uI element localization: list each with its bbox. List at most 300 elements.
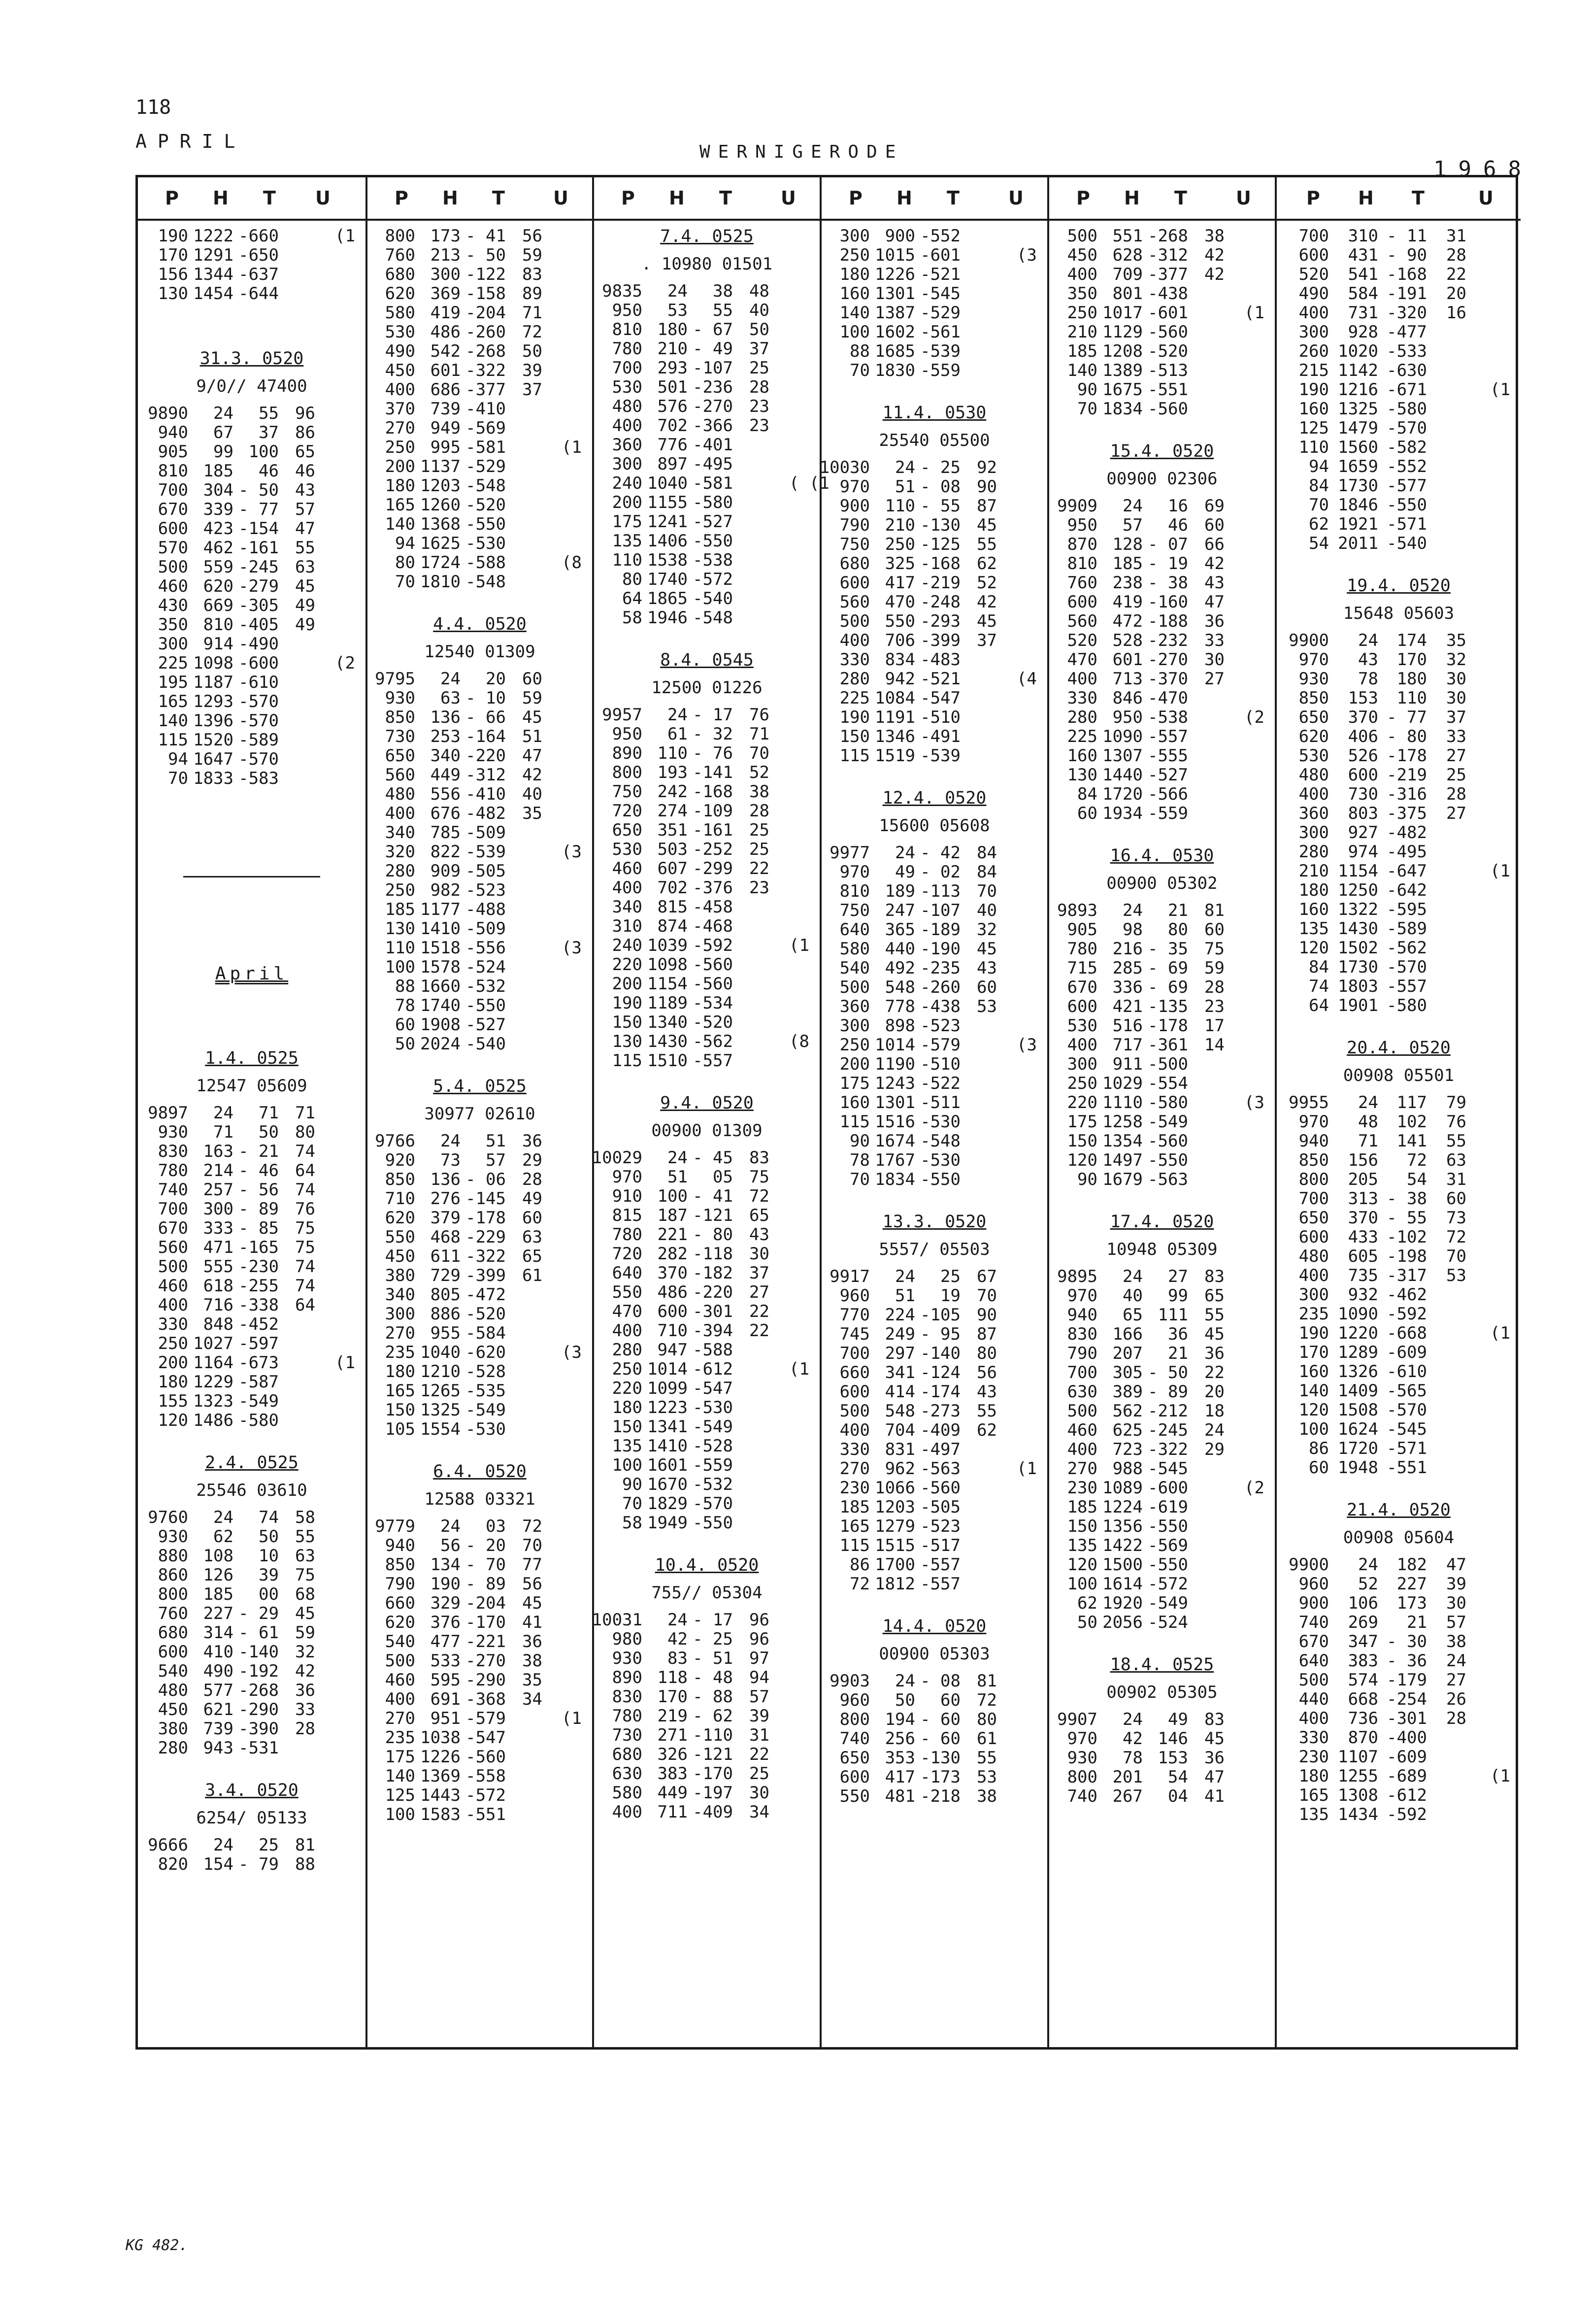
temperature-cell: 55	[713, 301, 733, 320]
column-header-label: H	[896, 187, 912, 209]
pressure-cell: 240	[612, 936, 642, 955]
temperature-cell: -560	[465, 1747, 506, 1767]
humidity-cell: 39	[1446, 1574, 1466, 1594]
height-cell: 1430	[1338, 919, 1378, 939]
table-row	[1277, 1209, 1521, 1228]
table-row	[1277, 1728, 1521, 1748]
height-cell: 950	[1112, 707, 1143, 727]
height-cell: 242	[657, 782, 688, 802]
table-row	[594, 512, 820, 532]
temperature-cell: -470	[1148, 688, 1188, 708]
temperature-cell: -583	[238, 769, 279, 788]
temperature-cell: -218	[920, 1786, 961, 1806]
height-cell: 822	[430, 842, 461, 862]
table-row	[367, 1228, 592, 1247]
pressure-cell: 440	[1298, 1689, 1329, 1709]
temperature-cell: -219	[920, 573, 961, 593]
temperature-cell: -255	[238, 1276, 279, 1296]
height-cell: 1675	[1102, 380, 1143, 400]
height-cell: 584	[1348, 284, 1378, 303]
temperature-cell: 55	[259, 404, 279, 423]
height-cell: 1679	[1102, 1170, 1143, 1189]
height-cell: 339	[203, 500, 233, 519]
pressure-cell: 9897	[148, 1103, 188, 1123]
height-cell: 621	[203, 1700, 233, 1719]
temperature-cell: -232	[1148, 631, 1188, 650]
height-cell: 1510	[647, 1051, 688, 1071]
temperature-cell: -401	[693, 435, 733, 455]
sounding-date-text: 3.4. 0520	[205, 1781, 299, 1800]
temperature-cell: -160	[1148, 592, 1188, 612]
height-cell: 249	[885, 1324, 915, 1344]
table-row	[1049, 1402, 1275, 1421]
height-cell: 1038	[420, 1728, 461, 1748]
height-cell: 874	[657, 916, 688, 936]
table-row	[822, 1132, 1047, 1151]
humidity-cell: 32	[977, 920, 997, 940]
height-cell: 1229	[193, 1372, 233, 1392]
temperature-cell: -549	[238, 1391, 279, 1411]
height-cell: 1301	[875, 284, 915, 303]
pressure-cell: 360	[612, 435, 642, 455]
height-cell: 1322	[1338, 900, 1378, 919]
temperature-cell: -601	[1148, 303, 1188, 323]
pressure-cell: 360	[1298, 804, 1329, 823]
height-cell: 1260	[420, 495, 461, 515]
pressure-cell: 800	[158, 1584, 188, 1604]
table-row	[1049, 1055, 1275, 1074]
table-row	[594, 1630, 820, 1649]
footnote-marker: ( (1	[789, 473, 830, 493]
height-cell: 276	[430, 1189, 461, 1209]
table-row	[822, 1267, 1047, 1286]
height-cell: 410	[203, 1642, 233, 1662]
sounding-date-text: 15.4. 0520	[1110, 441, 1214, 461]
pressure-cell: 700	[158, 1199, 188, 1219]
humidity-cell: 42	[295, 1661, 315, 1681]
height-cell: 440	[885, 939, 915, 959]
pressure-cell: 135	[612, 531, 642, 551]
table-row	[822, 1363, 1047, 1382]
height-cell: 1500	[1102, 1555, 1143, 1575]
table-row	[367, 1266, 592, 1285]
temperature-cell: -377	[1148, 265, 1188, 284]
height-cell: 353	[885, 1748, 915, 1768]
table-row	[594, 1302, 820, 1321]
footnote-marker: (2	[1244, 707, 1264, 727]
height-cell: 1538	[647, 550, 688, 570]
height-cell: 1948	[1338, 1458, 1378, 1478]
temperature-cell: - 10	[465, 688, 506, 708]
temperature-cell: -550	[920, 1170, 961, 1189]
temperature-cell: 141	[1396, 1131, 1427, 1151]
pressure-cell: 150	[1067, 1131, 1097, 1151]
pressure-cell: 400	[1067, 1440, 1097, 1459]
height-cell: 1934	[1102, 804, 1143, 823]
temperature-cell: -563	[1148, 1170, 1188, 1189]
table-row	[594, 1437, 820, 1456]
table-row	[367, 361, 592, 380]
table-row	[138, 1392, 365, 1411]
humidity-cell: 20	[1204, 1382, 1225, 1402]
temperature-cell: 00	[259, 1584, 279, 1604]
sounding-date-text: 1.4. 0525	[205, 1048, 299, 1068]
humidity-cell: 75	[749, 1167, 769, 1187]
table-row	[594, 1668, 820, 1687]
surface-code-row: 10948 05309	[1106, 1240, 1218, 1259]
table-row	[594, 1456, 820, 1475]
temperature-cell: -539	[920, 746, 961, 766]
temperature-cell: -569	[1148, 1536, 1188, 1555]
pressure-cell: 700	[158, 480, 188, 500]
table-row	[367, 1247, 592, 1266]
height-cell: 1154	[1338, 861, 1378, 881]
height-cell: 927	[1348, 823, 1378, 842]
humidity-cell: 68	[295, 1584, 315, 1604]
table-row	[1277, 476, 1521, 496]
table-row	[1049, 1555, 1275, 1575]
height-cell: 1519	[875, 746, 915, 766]
table-row	[138, 265, 365, 284]
temperature-cell: -554	[1148, 1074, 1188, 1093]
table-row	[822, 593, 1047, 612]
temperature-cell: -560	[693, 955, 733, 975]
pressure-cell: 330	[1067, 688, 1097, 708]
footnote-marker: (3	[562, 842, 582, 862]
column-header-label: H	[213, 187, 229, 209]
table-row	[367, 400, 592, 419]
footnote-marker: (1	[1490, 380, 1510, 400]
temperature-cell: -405	[238, 615, 279, 635]
pressure-cell: 240	[612, 473, 642, 493]
height-cell: 216	[1112, 939, 1143, 959]
table-row	[594, 1494, 820, 1514]
temperature-cell: - 89	[465, 1574, 506, 1594]
pressure-cell: 740	[1298, 1613, 1329, 1632]
height-cell: 1516	[875, 1112, 915, 1132]
height-cell: 24	[895, 1671, 915, 1691]
height-cell: 533	[430, 1651, 461, 1671]
height-cell: 250	[885, 535, 915, 554]
pressure-cell: 400	[1298, 1709, 1329, 1728]
pressure-cell: 400	[385, 804, 415, 823]
pressure-cell: 80	[395, 553, 415, 573]
table-row	[594, 551, 820, 570]
height-cell: 1812	[875, 1574, 915, 1594]
table-row	[1049, 997, 1275, 1016]
surface-code-row: 00902 05305	[1106, 1683, 1218, 1702]
height-cell: 676	[430, 804, 461, 823]
table-row	[1277, 1381, 1521, 1401]
height-cell: 383	[1348, 1651, 1378, 1671]
pressure-cell: 480	[1298, 765, 1329, 785]
sounding-date-heading	[1049, 1655, 1275, 1683]
humidity-cell: 55	[977, 535, 997, 554]
temperature-cell: 54	[1407, 1170, 1427, 1189]
pressure-cell: 650	[1298, 1208, 1329, 1228]
temperature-cell: -548	[920, 1131, 961, 1151]
surface-code-row: 12540 01309	[424, 642, 535, 662]
humidity-cell: 75	[295, 1565, 315, 1585]
pressure-cell: 270	[385, 418, 415, 438]
pressure-cell: 115	[158, 730, 188, 750]
pressure-cell: 135	[1298, 919, 1329, 939]
temperature-cell: -204	[465, 303, 506, 323]
pressure-cell: 530	[612, 840, 642, 859]
temperature-cell: -579	[920, 1035, 961, 1055]
table-row	[822, 1440, 1047, 1459]
humidity-cell: 28	[522, 1170, 542, 1189]
pressure-cell: 300	[158, 634, 188, 654]
height-cell: 1325	[420, 1400, 461, 1420]
temperature-cell: -570	[1387, 418, 1427, 438]
footnote-marker: (1	[1490, 861, 1510, 881]
table-row	[1049, 265, 1275, 284]
pressure-cell: 90	[850, 1131, 870, 1151]
pressure-cell: 120	[158, 1411, 188, 1430]
humidity-cell: 69	[1204, 496, 1225, 516]
pressure-cell: 175	[1067, 1112, 1097, 1132]
height-cell: 78	[1123, 1748, 1143, 1768]
pressure-cell: 650	[839, 1748, 870, 1768]
table-row	[594, 763, 820, 782]
surface-code-row: 9/0// 47400	[196, 376, 307, 396]
temperature-cell: -410	[465, 784, 506, 804]
table-row	[1277, 1690, 1521, 1709]
table-row	[1277, 804, 1521, 823]
footnote-marker: (1	[789, 936, 809, 955]
height-cell: 67	[213, 423, 233, 442]
sounding-date-text: 4.4. 0520	[433, 614, 527, 634]
pressure-cell: 830	[158, 1142, 188, 1161]
pressure-cell: 580	[612, 1783, 642, 1803]
humidity-cell: 42	[1204, 245, 1225, 265]
table-row	[138, 442, 365, 462]
pressure-cell: 78	[850, 1150, 870, 1170]
temperature-cell: 54	[1168, 1767, 1188, 1787]
humidity-cell: 87	[977, 1324, 997, 1344]
temperature-cell: -671	[1387, 380, 1427, 400]
pressure-cell: 770	[839, 1305, 870, 1325]
column-header-label: T	[263, 187, 276, 209]
temperature-cell: -550	[1387, 495, 1427, 515]
temperature-cell: - 62	[693, 1706, 733, 1726]
humidity-cell: 22	[749, 1302, 769, 1321]
height-cell: 1829	[647, 1494, 688, 1514]
table-row	[822, 1421, 1047, 1440]
temperature-cell: -527	[465, 1015, 506, 1035]
table-row	[138, 1623, 365, 1643]
pressure-cell: 60	[1077, 804, 1097, 823]
pressure-cell: 156	[158, 265, 188, 284]
footnote-marker: (3	[1244, 1093, 1264, 1112]
pressure-cell: 10029	[592, 1148, 642, 1168]
table-row	[822, 1074, 1047, 1093]
humidity-cell: 36	[1204, 1344, 1225, 1363]
table-row	[594, 782, 820, 802]
temperature-cell: - 17	[693, 705, 733, 725]
temperature-cell: -189	[920, 920, 961, 940]
humidity-cell: 57	[749, 1687, 769, 1707]
table-row	[138, 1373, 365, 1392]
table-row	[594, 1245, 820, 1264]
pressure-cell: 225	[1067, 727, 1097, 746]
table-row	[822, 670, 1047, 689]
temperature-cell: -505	[920, 1497, 961, 1517]
pressure-cell: 580	[385, 303, 415, 323]
pressure-cell: 905	[1067, 920, 1097, 940]
height-cell: 24	[440, 669, 461, 689]
height-cell: 988	[1112, 1459, 1143, 1479]
humidity-cell: 43	[1204, 573, 1225, 593]
height-cell: 1434	[1338, 1805, 1378, 1824]
temperature-cell: -560	[693, 974, 733, 994]
footnote-marker: (3	[1017, 1035, 1037, 1055]
humidity-cell: 74	[295, 1180, 315, 1200]
table-row	[1049, 1594, 1275, 1613]
height-cell: 1624	[1338, 1419, 1378, 1439]
pressure-cell: 790	[1067, 1344, 1097, 1363]
humidity-cell: 28	[749, 377, 769, 397]
spacer	[822, 1189, 1047, 1212]
table-row	[594, 1398, 820, 1417]
temperature-cell: 182	[1396, 1555, 1427, 1575]
humidity-cell: 22	[1446, 265, 1466, 284]
temperature-cell: - 55	[920, 496, 961, 516]
humidity-cell: 60	[1204, 920, 1225, 940]
pressure-cell: 920	[385, 1150, 415, 1170]
humidity-cell: 45	[977, 515, 997, 535]
humidity-cell: 56	[522, 1574, 542, 1594]
pressure-cell: 160	[839, 1093, 870, 1112]
table-row	[594, 898, 820, 917]
table-row	[822, 920, 1047, 940]
height-cell: 52	[1358, 1574, 1378, 1594]
temperature-cell: -540	[465, 1034, 506, 1054]
temperature-cell: -509	[465, 919, 506, 939]
humidity-cell: 49	[295, 596, 315, 615]
table-row	[1277, 1575, 1521, 1594]
humidity-cell: 79	[1446, 1093, 1466, 1112]
sounding-date-text: 6.4. 0520	[433, 1462, 527, 1482]
pressure-cell: 120	[1298, 938, 1329, 958]
table-row	[1277, 1247, 1521, 1266]
height-cell: 974	[1348, 842, 1378, 862]
temperature-cell: 50	[259, 1527, 279, 1547]
height-cell: 1720	[1338, 1439, 1378, 1458]
height-cell: 898	[885, 1016, 915, 1036]
table-row	[367, 476, 592, 496]
table-row	[138, 500, 365, 519]
height-cell: 1518	[420, 938, 461, 958]
height-cell: 1901	[1338, 996, 1378, 1015]
pressure-cell: 300	[1067, 1054, 1097, 1074]
humidity-cell: 59	[1204, 958, 1225, 978]
pressure-cell: 190	[839, 707, 870, 727]
height-cell: 1834	[875, 1170, 915, 1189]
temperature-cell: -118	[693, 1244, 733, 1264]
humidity-cell: 37	[749, 339, 769, 359]
column-header-label: H	[442, 187, 458, 209]
humidity-cell: 65	[1204, 1286, 1225, 1306]
footnote-marker: (2	[1244, 1478, 1264, 1498]
humidity-cell: 32	[295, 1642, 315, 1662]
table-column	[138, 177, 365, 2047]
height-cell: 1155	[647, 493, 688, 512]
table-row	[1277, 1651, 1521, 1671]
table-row	[594, 917, 820, 936]
pressure-cell: 220	[612, 955, 642, 975]
height-cell: 900	[885, 226, 915, 246]
table-row	[819, 458, 1047, 477]
temperature-cell: -527	[1148, 765, 1188, 785]
temperature-cell: -409	[693, 1802, 733, 1822]
height-cell: 706	[885, 631, 915, 650]
temperature-cell: -569	[465, 418, 506, 438]
temperature-cell: -572	[1148, 1574, 1188, 1594]
pressure-cell: 660	[839, 1363, 870, 1382]
table-row	[367, 1015, 592, 1035]
table-row	[1049, 1749, 1275, 1768]
pressure-cell: 235	[385, 1728, 415, 1748]
temperature-cell: -530	[920, 1150, 961, 1170]
pressure-cell: 300	[839, 226, 870, 246]
pressure-cell: 110	[612, 550, 642, 570]
table-row	[1049, 1074, 1275, 1093]
pressure-cell: 9666	[148, 1835, 188, 1855]
sounding-date-text: 7.4. 0525	[660, 227, 754, 246]
table-row	[822, 265, 1047, 284]
height-cell: 1396	[193, 711, 233, 731]
height-cell: 423	[203, 519, 233, 539]
height-cell: 48	[1358, 1112, 1378, 1132]
humidity-cell: 55	[295, 538, 315, 558]
temperature-cell: - 07	[1148, 535, 1188, 554]
temperature-cell: -566	[1148, 784, 1188, 804]
height-cell: 1110	[1102, 1093, 1143, 1112]
table-row	[594, 1032, 820, 1051]
table-row	[1277, 1786, 1521, 1805]
spacer	[138, 1003, 365, 1048]
table-row	[1049, 554, 1275, 573]
pressure-cell: 250	[1067, 1074, 1097, 1093]
height-cell: 271	[657, 1725, 688, 1745]
pressure-cell: 870	[1067, 535, 1097, 554]
temperature-cell: -299	[693, 859, 733, 878]
height-cell: 1326	[1338, 1362, 1378, 1381]
height-cell: 297	[885, 1344, 915, 1363]
height-cell: 419	[1112, 592, 1143, 612]
pressure-cell: 300	[612, 454, 642, 474]
temperature-cell: - 21	[238, 1142, 279, 1161]
height-cell: 128	[1112, 535, 1143, 554]
pressure-cell: 270	[1067, 1459, 1097, 1479]
height-cell: 503	[657, 840, 688, 859]
humidity-cell: 94	[749, 1668, 769, 1687]
table-row	[1049, 1729, 1275, 1749]
temperature-cell: -540	[1387, 534, 1427, 553]
temperature-cell: -523	[465, 880, 506, 900]
table-row	[594, 455, 820, 474]
temperature-cell: -301	[1387, 1709, 1427, 1728]
temperature-cell: 25	[259, 1835, 279, 1855]
temperature-cell: 03	[486, 1516, 506, 1536]
table-row	[1277, 323, 1521, 342]
height-cell: 238	[1112, 573, 1143, 593]
height-cell: 1098	[647, 955, 688, 975]
temperature-cell: -462	[1387, 1285, 1427, 1305]
temperature-cell: - 55	[1387, 1208, 1427, 1228]
